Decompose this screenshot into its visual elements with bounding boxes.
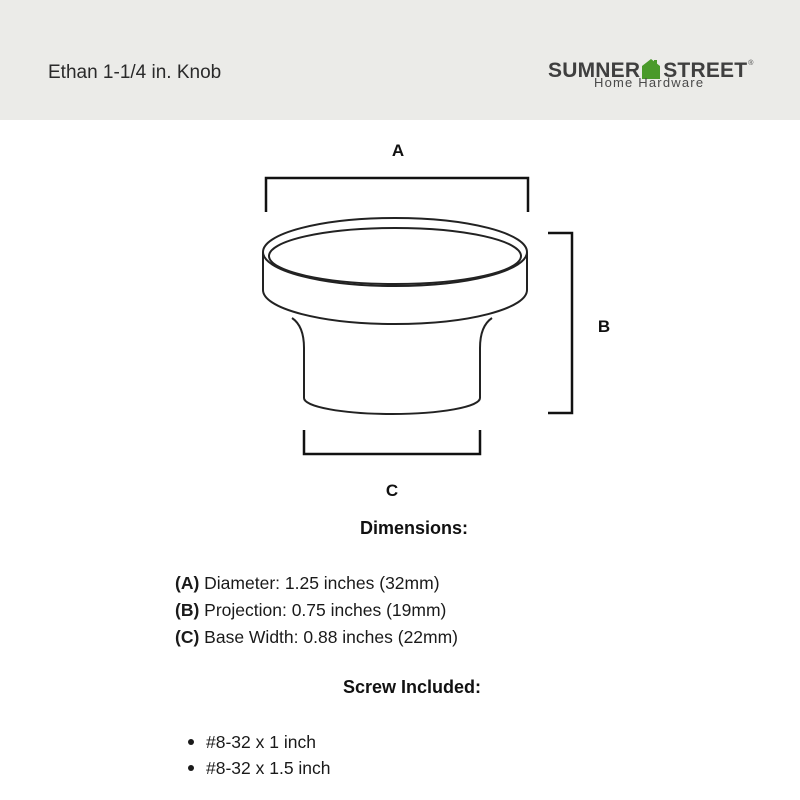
dimension-a-label: A bbox=[391, 141, 405, 160]
knob-stem bbox=[304, 348, 480, 414]
dimension-row-b bbox=[175, 597, 458, 624]
screw-title: Screw Included: bbox=[343, 677, 482, 697]
brand-name-part2: STREET bbox=[663, 59, 748, 82]
list-item bbox=[188, 729, 331, 755]
dimension-row-c bbox=[175, 624, 458, 651]
brand-tagline: Home Hardware bbox=[594, 75, 705, 90]
dimension-value: Projection: 0.75 inches (19mm) bbox=[199, 600, 447, 620]
bullet-icon bbox=[188, 739, 194, 745]
dimension-row-a bbox=[175, 570, 458, 597]
brand-name-part1: SUMNER bbox=[548, 59, 641, 82]
dimension-b-label: B bbox=[597, 317, 611, 336]
dimension-key: (B) bbox=[175, 600, 200, 620]
knob-flare-left bbox=[292, 318, 304, 348]
screw-item-text: #8-32 x 1.5 inch bbox=[206, 758, 331, 778]
product-title: Ethan 1-1/4 in. Knob bbox=[48, 62, 222, 83]
dimension-key: (A) bbox=[175, 573, 200, 593]
dimension-b-bracket bbox=[548, 233, 572, 413]
dimension-key: (C) bbox=[175, 627, 200, 647]
bullet-icon bbox=[188, 765, 194, 771]
screw-item-text: #8-32 x 1 inch bbox=[206, 732, 316, 752]
dimensions-list bbox=[175, 570, 458, 651]
list-item bbox=[188, 755, 331, 781]
dimension-c-bracket bbox=[304, 430, 480, 454]
knob-flare-right bbox=[480, 318, 492, 348]
registered-mark: ® bbox=[748, 60, 754, 67]
dimension-c-label: C bbox=[385, 481, 399, 500]
dimensions-title: Dimensions: bbox=[360, 518, 469, 538]
screw-list bbox=[188, 729, 331, 781]
knob-illustration bbox=[263, 218, 527, 414]
dimension-value: Diameter: 1.25 inches (32mm) bbox=[199, 573, 440, 593]
dimension-a-bracket bbox=[266, 178, 528, 212]
dimension-value: Base Width: 0.88 inches (22mm) bbox=[199, 627, 459, 647]
